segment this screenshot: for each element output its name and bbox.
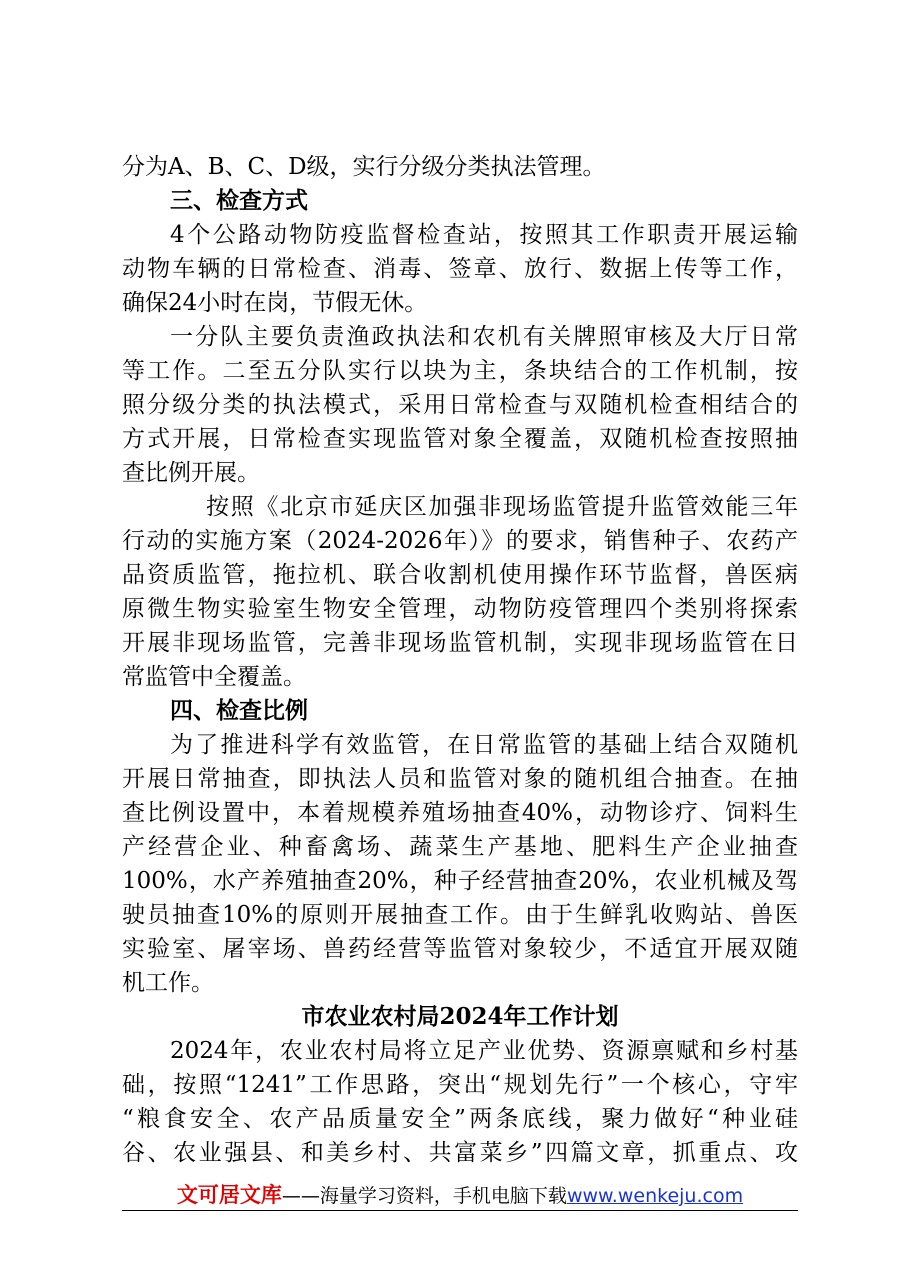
text-line: 行动的实施方案（2024-2026年）》的要求，销售种子、农药产: [122, 528, 798, 554]
text-line: 一分队主要负责渔政执法和农机有关牌照审核及大厅日常: [170, 324, 798, 350]
text-line: 机工作。: [122, 970, 214, 996]
text-line: 100%，水产养殖抽查20%，种子经营抽查20%，农业机械及驾: [122, 868, 798, 894]
text-line: 开展非现场监管，完善非现场监管机制，实现非现场监管在日: [122, 630, 798, 656]
text-line: 按照《北京市延庆区加强非现场监管提升监管效能三年: [206, 494, 798, 520]
text-line: 品资质监管，拖拉机、联合收割机使用操作环节监督，兽医病: [122, 562, 798, 588]
text-line: 等工作。二至五分队实行以块为主，条块结合的工作机制，按: [122, 358, 798, 384]
text-line: 实验室、屠宰场、兽药经营等监管对象较少，不适宜开展双随: [122, 936, 798, 962]
text-line: 确保24小时在岗，节假无休。: [122, 290, 428, 316]
text-line: 4个公路动物防疫监督检查站，按照其工作职责开展运输: [170, 222, 798, 248]
text-line: 照分级分类的执法模式，采用日常检查与双随机检查相结合的: [122, 392, 798, 418]
text-line: 原微生物实验室生物安全管理，动物防疫管理四个类别将探索: [122, 596, 798, 622]
footer-brand: 文可居文库: [176, 1183, 282, 1207]
plan-title: 市农业农村局2024年工作计划: [301, 1003, 619, 1030]
footer-divider: [122, 1210, 798, 1211]
text-line: 谷、农业强县、和美乡村、共富菜乡”四篇文章，抓重点、攻: [122, 1140, 798, 1166]
text-line: 查比例设置中，本着规模养殖场抽查40%，动物诊疗、饲料生: [122, 800, 798, 826]
page-footer: [122, 1178, 798, 1212]
text-line: 分为A、B、C、D级，实行分级分类执法管理。: [122, 154, 606, 180]
text-line: 础，按照“1241”工作思路，突出“规划先行”一个核心，守牢: [122, 1072, 798, 1098]
text-line: 常监管中全覆盖。: [122, 664, 306, 690]
text-line: 动物车辆的日常检查、消毒、签章、放行、数据上传等工作，: [122, 256, 798, 282]
text-line: 2024年，农业农村局将立足产业优势、资源禀赋和乡村基: [170, 1038, 798, 1064]
section-heading-3: 三、检查方式: [170, 188, 308, 214]
footer-link[interactable]: www.wenkeju.com: [566, 1185, 744, 1207]
text-line: 查比例开展。: [122, 460, 260, 486]
footer-slogan: ——海量学习资料，手机电脑下载: [281, 1185, 567, 1207]
text-line: 驶员抽查10%的原则开展抽查工作。由于生鲜乳收购站、兽医: [122, 902, 798, 928]
text-line: 产经营企业、种畜禽场、蔬菜生产基地、肥料生产企业抽查: [122, 834, 798, 860]
text-line: 为了推进科学有效监管，在日常监管的基础上结合双随机: [170, 732, 798, 758]
text-line: 开展日常抽查，即执法人员和监管对象的随机组合抽查。在抽: [122, 766, 798, 792]
section-heading-4: 四、检查比例: [170, 698, 308, 724]
text-line: “粮食安全、农产品质量安全”两条底线，聚力做好“种业硅: [122, 1106, 798, 1132]
text-line: 方式开展，日常检查实现监管对象全覆盖，双随机检查按照抽: [122, 426, 798, 452]
